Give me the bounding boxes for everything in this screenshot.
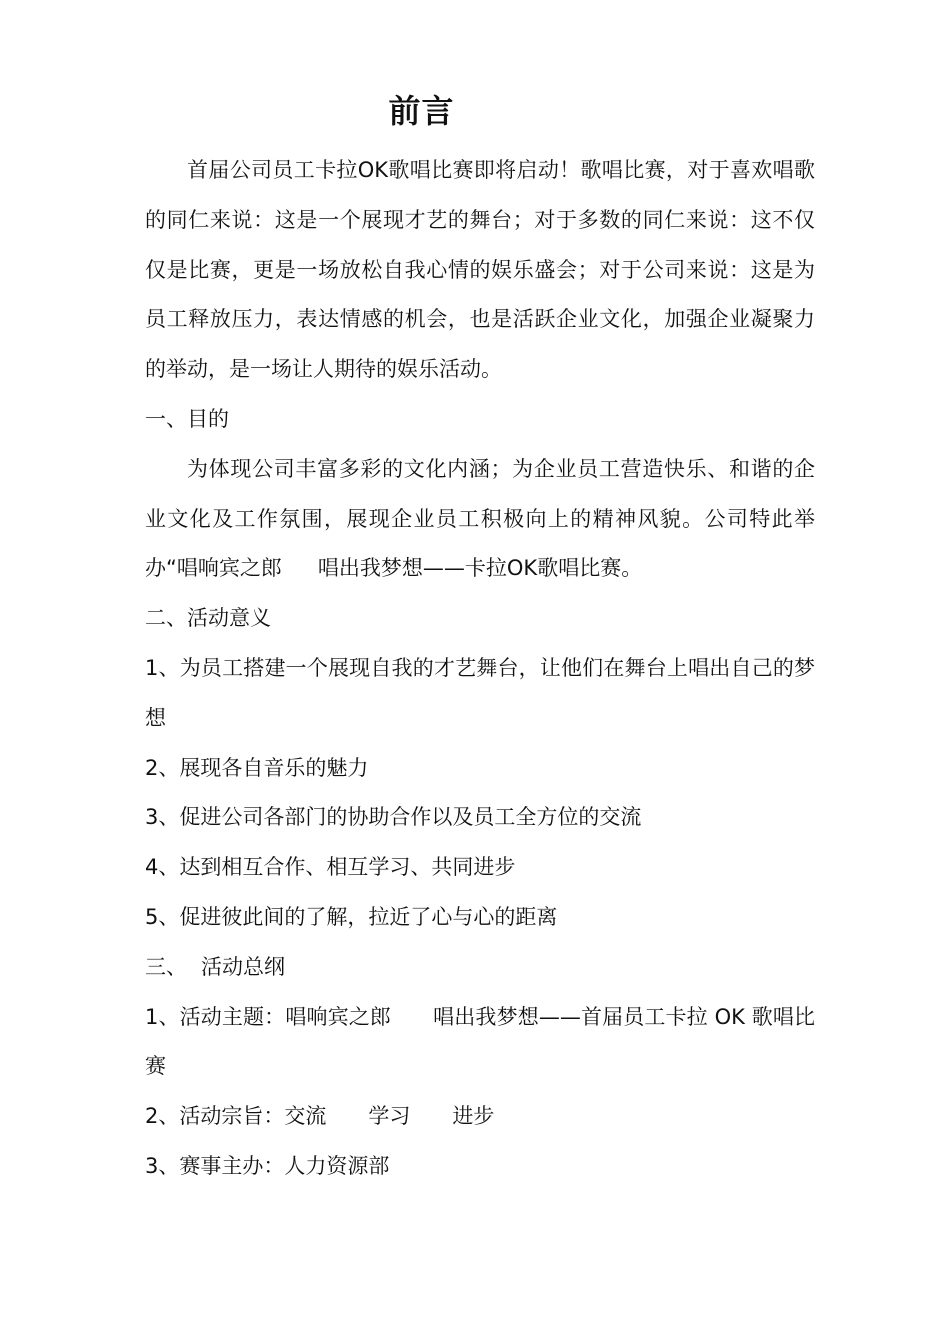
theme-label: 1、活动主题：唱响宾之郎 [145, 1004, 392, 1029]
organizer-line: 3、赛事主办：人力资源部 [145, 1153, 390, 1178]
purpose-line [145, 1092, 815, 1142]
section3-heading-text: 活动总纲 [201, 954, 285, 979]
section1-text-part1: 为体现公司丰富多彩的文化内涵；为企业员工营造快乐、和谐的企业文化及工作氛围，展现企业员工积极向上的精神风貌。公司特此举办“唱响宾之郎 [145, 456, 815, 581]
section1-heading: 一、目的 [145, 406, 229, 431]
page-title: 前言 [388, 92, 455, 130]
list-item: 1、为员工搭建一个展现自我的才艺舞台，让他们在舞台上唱出自己的梦想 [145, 655, 815, 730]
section1-paragraph [145, 445, 815, 594]
theme-text: 唱出我梦想——首届员工卡拉 OK 歌唱比赛 [145, 1004, 815, 1079]
section3-heading [145, 943, 815, 993]
section3-heading-num: 三、 [145, 954, 187, 979]
purpose-progress: 进步 [452, 1104, 495, 1129]
section2-heading: 二、活动意义 [145, 606, 271, 631]
list-item: 2、展现各自音乐的魅力 [145, 755, 369, 780]
list-item: 4、达到相互合作、相互学习、共同进步 [145, 855, 516, 880]
section1-text-part2: 唱出我梦想——卡拉OK歌唱比赛。 [317, 556, 643, 581]
list-item: 3、促进公司各部门的协助合作以及员工全方位的交流 [145, 805, 642, 830]
list-item: 5、促进彼此间的了解，拉近了心与心的距离 [145, 904, 558, 929]
document-body [145, 146, 815, 1192]
purpose-study: 学习 [368, 1104, 411, 1129]
intro-paragraph: 首届公司员工卡拉OK歌唱比赛即将启动！歌唱比赛，对于喜欢唱歌的同仁来说：这是一个展现才艺的舞台；对于多数的同仁来说：这不仅仅是比赛，更是一场放松自我心情的娱乐盛会；对于公司来说：这是为员工释放压力，表达情感的机会，也是活跃企业文化，加强企业凝聚力的举动，是一场让人期待的娱乐活动。 [145, 158, 815, 382]
theme-line [145, 993, 815, 1093]
purpose-label: 2、活动宗旨：交流 [145, 1104, 327, 1129]
